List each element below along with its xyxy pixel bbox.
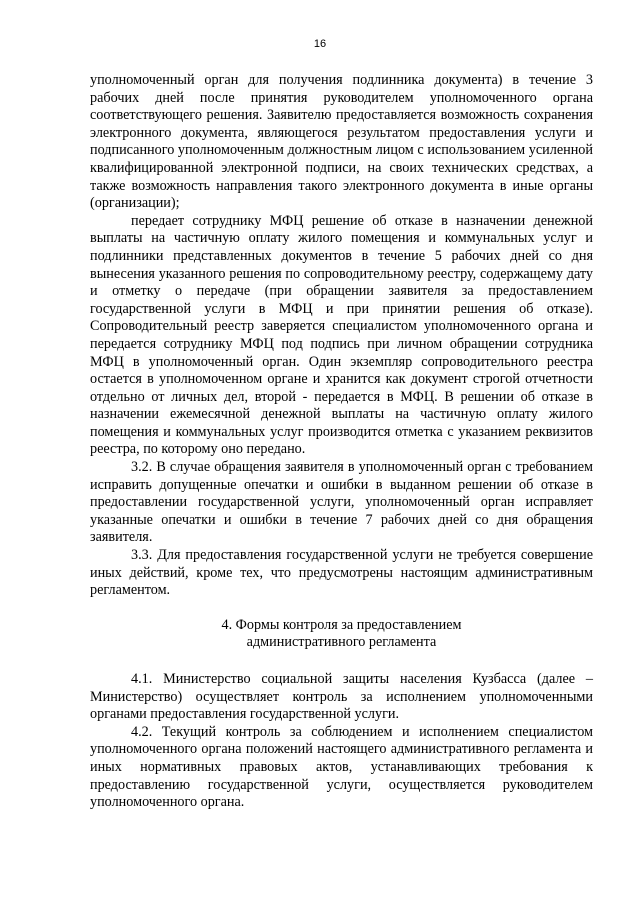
- paragraph-4-1: 4.1. Министерство социальной защиты населения Кузбасса (далее – Министерство) осуществляет контроль за исполнением уполномоченными органами предоставления государственной услуги.: [90, 671, 593, 723]
- page-number: 16: [313, 38, 327, 50]
- section-heading-line-2: административного регламента: [246, 634, 437, 651]
- document-body: [90, 72, 593, 812]
- paragraph-4-2: 4.2. Текущий контроль за соблюдением и исполнением специалистом уполномоченного органа положений настоящего административного регламента и иных нормативных правовых актов, устанавливающих требования к предоставлению государственной услуги, осуществляется руководителем уполномоченного органа.: [90, 723, 593, 811]
- paragraph-2: передает сотруднику МФЦ решение об отказе в назначении денежной выплаты на частичную оплату жилого помещения и коммунальных услуг и подлинники представленных документов в течение 5 рабочих дней со дня вынесения указанного решения по сопроводительному реестру, содержащему дату и отметку о передаче (при обращении заявителя за предоставлением государственной услуги в МФЦ и при принятии решения об отказе). Сопроводительный реестр заверяется специалистом уполномоченного органа и передается сотруднику МФЦ под подпись при личном обращении сотрудника МФЦ в уполномоченный орган. Один экземпляр сопроводительного реестра остается в уполномоченном органе и хранится как документ строгой отчетности отдельно от личных дел, второй - передается в МФЦ. В решении об отказе в назначении ежемесячной денежной выплаты на частичную оплату жилого помещения и коммунальных услуг производится отметка с указанием реквизитов реестра, по которому оно передано.: [90, 212, 593, 458]
- section-heading: [90, 617, 593, 652]
- section-heading-line-1: 4. Формы контроля за предоставлением: [221, 616, 462, 633]
- paragraph-3-2: 3.2. В случае обращения заявителя в уполномоченный орган с требованием исправить допущенные опечатки и ошибки в выданном решении об отказе в предоставлении государственной услуги, уполномоченный орган исправляет указанные опечатки и ошибки в течение 7 рабочих дней со дня обращения заявителя.: [90, 459, 593, 546]
- paragraph-3-3: 3.3. Для предоставления государственной услуги не требуется совершение иных действий, кроме тех, что предусмотрены настоящим административным регламентом.: [90, 547, 593, 599]
- paragraph-1: уполномоченный орган для получения подлинника документа) в течение 3 рабочих дней после принятия руководителем уполномоченного органа соответствующего решения. Заявителю предоставляется возможность сохранения электронного документа, являющегося результатом предоставления услуги и подписанного уполномоченным должностным лицом с использованием усиленной квалифицированной электронной подписи, на своих технических средствах, а также возможность направления такого электронного документа в иные органы (организации);: [90, 72, 593, 212]
